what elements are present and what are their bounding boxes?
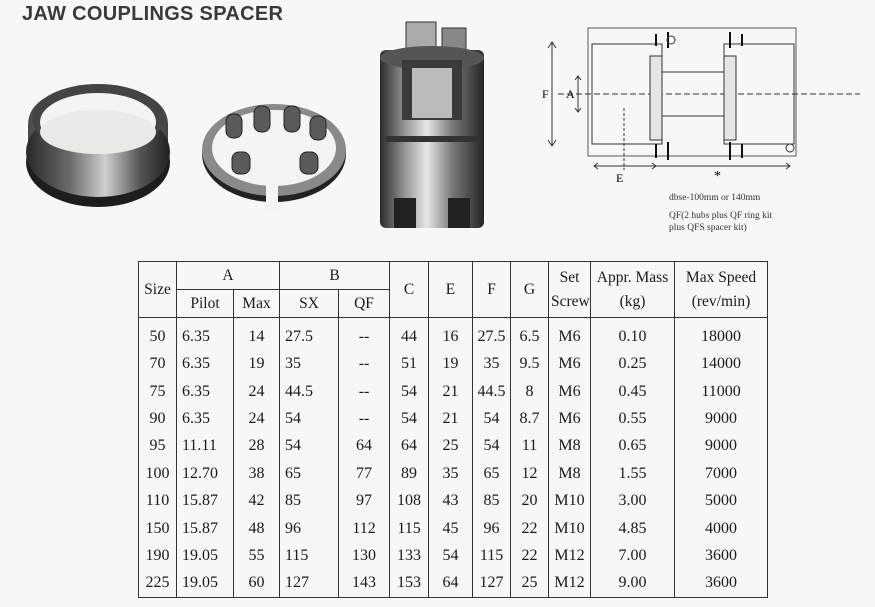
cell-pilot: 15.87 [177,487,234,514]
header-qf: QF [339,290,390,318]
cell-speed: 14000 [675,350,768,377]
cell-speed: 4000 [675,515,768,542]
cell-mass: 0.45 [591,378,675,405]
cell-size: 190 [139,542,177,569]
cell-speed: 3600 [675,542,768,569]
cell-c: 54 [390,405,429,432]
cell-e: 19 [429,350,473,377]
cell-speed: 7000 [675,460,768,487]
header-speed [675,262,768,318]
cell-mass: 1.55 [591,460,675,487]
table-row [139,405,768,432]
page-title: JAW COUPLINGS SPACER [22,3,284,25]
table-row [139,350,768,377]
cell-f: 96 [473,515,511,542]
cell-mass: 3.00 [591,487,675,514]
cell-qf: -- [339,318,390,351]
dim-label-star: * [714,169,721,184]
cell-pilot: 6.35 [177,350,234,377]
cell-sx: 85 [280,487,339,514]
cell-size: 225 [139,570,177,598]
cell-max: 55 [234,542,280,569]
header-g: G [511,262,549,318]
header-c: C [390,262,429,318]
specifications-table-body [139,318,768,598]
note-line: plus QFS spacer kit) [669,223,747,233]
cell-max: 14 [234,318,280,351]
cell-sx: 115 [280,542,339,569]
cell-g: 22 [511,515,549,542]
cell-pilot: 6.35 [177,318,234,351]
cell-speed: 9000 [675,433,768,460]
cell-pilot: 12.70 [177,460,234,487]
header-set-screw-line1: Set [559,268,580,286]
cell-mass: 9.00 [591,570,675,598]
header-pilot: Pilot [177,290,234,318]
cell-mass: 0.10 [591,318,675,351]
cell-max: 42 [234,487,280,514]
cell-set-screw: M10 [549,515,591,542]
note-line: dbse-100mm or 140mm [669,193,761,203]
header-a: A [177,262,280,290]
spider-insert-photo [196,92,356,212]
specifications-table [138,261,768,598]
cell-pilot: 11.11 [177,433,234,460]
table-row [139,433,768,460]
note-line: QF(2 hubs plus QF ring kit [669,211,773,221]
cell-f: 35 [473,350,511,377]
cell-max: 24 [234,405,280,432]
cell-set-screw: M6 [549,405,591,432]
cell-max: 28 [234,433,280,460]
table-row [139,570,768,598]
header-mass-line2: (kg) [619,292,646,310]
cell-pilot: 19.05 [177,570,234,598]
cell-mass: 0.55 [591,405,675,432]
cell-max: 24 [234,378,280,405]
cell-pilot: 19.05 [177,542,234,569]
cell-pilot: 15.87 [177,515,234,542]
cell-speed: 5000 [675,487,768,514]
cell-f: 54 [473,405,511,432]
steel-ring-photo [20,70,180,220]
cell-c: 64 [390,433,429,460]
cell-c: 153 [390,570,429,598]
dim-label-a: A [566,87,575,101]
header-b: B [280,262,390,290]
cell-f: 127 [473,570,511,598]
cell-c: 89 [390,460,429,487]
cell-g: 8.7 [511,405,549,432]
cell-mass: 7.00 [591,542,675,569]
cell-max: 38 [234,460,280,487]
cell-set-screw: M6 [549,350,591,377]
cell-size: 70 [139,350,177,377]
cell-e: 64 [429,570,473,598]
cell-speed: 11000 [675,378,768,405]
table-row [139,378,768,405]
cell-sx: 54 [280,405,339,432]
cell-e: 45 [429,515,473,542]
dim-label-f: F [542,87,549,101]
cell-c: 51 [390,350,429,377]
cell-sx: 96 [280,515,339,542]
cell-mass: 0.65 [591,433,675,460]
cell-g: 12 [511,460,549,487]
cell-qf: 64 [339,433,390,460]
cell-speed: 18000 [675,318,768,351]
cell-sx: 65 [280,460,339,487]
cell-qf: 130 [339,542,390,569]
cell-f: 115 [473,542,511,569]
header-set-screw-line2: Screw [551,292,590,310]
cell-c: 44 [390,318,429,351]
cell-qf: -- [339,405,390,432]
cell-sx: 35 [280,350,339,377]
dim-label-e: E [616,171,624,185]
cell-size: 110 [139,487,177,514]
cell-sx: 27.5 [280,318,339,351]
cell-qf: -- [339,350,390,377]
cell-speed: 9000 [675,405,768,432]
header-mass [591,262,675,318]
cell-pilot: 6.35 [177,405,234,432]
cell-f: 27.5 [473,318,511,351]
cell-sx: 44.5 [280,378,339,405]
header-set-screw [549,262,591,318]
cell-g: 11 [511,433,549,460]
cell-g: 6.5 [511,318,549,351]
cell-set-screw: M12 [549,570,591,598]
cell-c: 54 [390,378,429,405]
header-speed-line1: Max Speed [685,268,757,286]
cell-e: 35 [429,460,473,487]
header-speed-line2: (rev/min) [691,292,751,310]
cell-e: 43 [429,487,473,514]
cell-mass: 4.85 [591,515,675,542]
cell-qf: 112 [339,515,390,542]
cell-c: 108 [390,487,429,514]
cell-e: 16 [429,318,473,351]
cell-size: 75 [139,378,177,405]
header-sx: SX [280,290,339,318]
header-size: Size [139,262,177,318]
cell-set-screw: M8 [549,460,591,487]
table-row [139,542,768,569]
header-mass-line1: Appr. Mass [596,268,669,286]
cell-e: 21 [429,378,473,405]
cell-f: 54 [473,433,511,460]
cell-set-screw: M12 [549,542,591,569]
cell-e: 54 [429,542,473,569]
cell-g: 8 [511,378,549,405]
table-row [139,515,768,542]
cell-c: 115 [390,515,429,542]
cell-size: 150 [139,515,177,542]
cell-qf: 77 [339,460,390,487]
cell-g: 22 [511,542,549,569]
cell-size: 90 [139,405,177,432]
spec-notes [669,192,772,234]
cell-max: 60 [234,570,280,598]
table-row [139,318,768,351]
header-f: F [473,262,511,318]
cell-pilot: 6.35 [177,378,234,405]
cell-max: 48 [234,515,280,542]
cell-max: 19 [234,350,280,377]
table-row [139,460,768,487]
cell-g: 9.5 [511,350,549,377]
cell-set-screw: M10 [549,487,591,514]
cell-set-screw: M8 [549,433,591,460]
cell-qf: -- [339,378,390,405]
cell-size: 95 [139,433,177,460]
cell-set-screw: M6 [549,378,591,405]
cell-size: 50 [139,318,177,351]
cell-e: 25 [429,433,473,460]
cell-g: 20 [511,487,549,514]
header-e: E [429,262,473,318]
spacer-hub-photo [372,20,492,235]
coupling-dimension-diagram [538,18,860,186]
cell-qf: 143 [339,570,390,598]
cell-f: 44.5 [473,378,511,405]
cell-c: 133 [390,542,429,569]
cell-qf: 97 [339,487,390,514]
header-max: Max [234,290,280,318]
table-row [139,487,768,514]
cell-speed: 3600 [675,570,768,598]
cell-g: 25 [511,570,549,598]
cell-set-screw: M6 [549,318,591,351]
cell-mass: 0.25 [591,350,675,377]
cell-size: 100 [139,460,177,487]
cell-f: 85 [473,487,511,514]
cell-sx: 127 [280,570,339,598]
cell-sx: 54 [280,433,339,460]
cell-e: 21 [429,405,473,432]
cell-f: 65 [473,460,511,487]
